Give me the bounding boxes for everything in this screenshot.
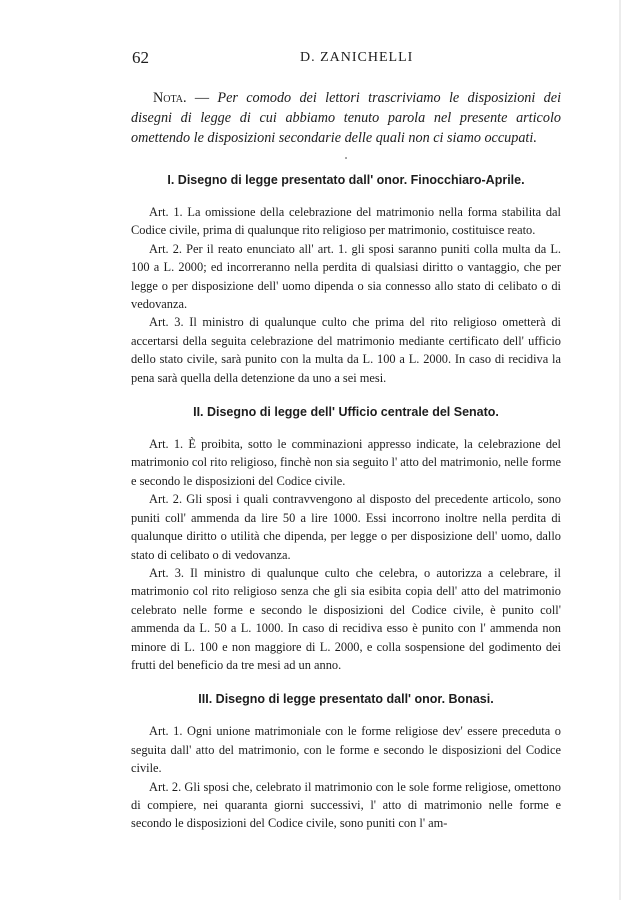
article-2-3: Art. 3. Il ministro di qualunque culto che celebra, o autorizza a celebrare, il matrimonio col rito religioso senza che gli sia esibita copia dell' atto del matrimonio celebrato nelle forme e secondo le disposizioni del Codice civile, è punito coll' ammenda da L. 50 a L. 1000. In caso di recidiva esso è punito con l' ammenda non minore di L. 100 e non maggiore di L. 2000, e colla sospensione del godimento dei frutti del beneficio da tre mesi ad un anno. [131,565,561,672]
section-title-3: III. Disegno di legge presentato dall' onor. Bonasi. [198,692,494,707]
article-2-2: Art. 2. Gli sposi i quali contravvengono al disposto del precedente articolo, sono puniti coll' ammenda da lire 50 a lire 1000. Essi incorrono inoltre nella perdita di qualunque diritto o utilità che dipenda, per legge o per disposizione dell' uomo, dallo stato di celibato o di vedovanza. [131,492,561,562]
note-text: Per comodo dei lettori trascriviamo le disposizioni dei disegni di legge di cui abbiamo tenuto parola nel presente articolo omettendo le disposizioni secondarie delle quali non ci siamo occupati. [131,90,562,146]
note-lead: Nota. — [153,90,210,106]
running-head: D. ZANICHELLI [300,50,414,65]
page-header [0,48,627,72]
article-3-2: Art. 2. Gli sposi che, celebrato il matrimonio con le sole forme religiose, omettono di compiere, nei quaranta giorni successivi, l' atto di matrimonio nelle forme e secondo le disposizioni del Codice civile, sono puniti con l' am- [131,779,561,831]
section-title-1: I. Disegno di legge presentato dall' onor. Finocchiaro-Aprile. [167,173,525,187]
article-1-1: Art. 1. La omissione della celebrazione del matrimonio nella forma stabilita dal Codice civile, prima di qualunque rito religioso per matrimonio, costituisce reato. [131,205,561,238]
article-2-1: Art. 1. È proibita, sotto le comminazioni appresso indicate, la celebrazione del matrimonio col rito religioso, finchè non sia seguito l' atto del matrimonio, nelle forme e secondo le disposizioni del Codice civile. [131,437,561,488]
ink-mark: • [344,154,348,163]
page-body [131,88,561,833]
article-1-3: Art. 3. Il ministro di qualunque culto che prima del rito religioso ometterà di accertarsi della seguita celebrazione del matrimonio mediante certificato dell' ufficio dello stato civile, sarà punito con la multa da L. 100 a L. 2000. In caso di recidiva la pena sarà quella della detenzione da uno a sei mesi. [131,315,561,385]
article-1-2: Art. 2. Per il reato enunciato all' art. 1. gli sposi saranno puniti colla multa da L. 100 a L. 2000; ed incorreranno nella perdita di qualsiasi diritto o vantaggio, che per legge o per disposizione dell' uomo dipenda o sia connesso allo stato di celibato o di vedovanza. [131,241,561,312]
editorial-note [131,88,561,148]
section-title-2: II. Disegno di legge dell' Ufficio centrale del Senato. [193,405,499,420]
article-3-1: Art. 1. Ogni unione matrimoniale con le forme religiose dev' essere preceduta o seguita dall' atto del matrimonio, con le forme e secondo le disposizioni del Codice civile. [131,724,561,776]
page-number: 62 [132,48,149,67]
page-edge-shadow [619,0,621,900]
